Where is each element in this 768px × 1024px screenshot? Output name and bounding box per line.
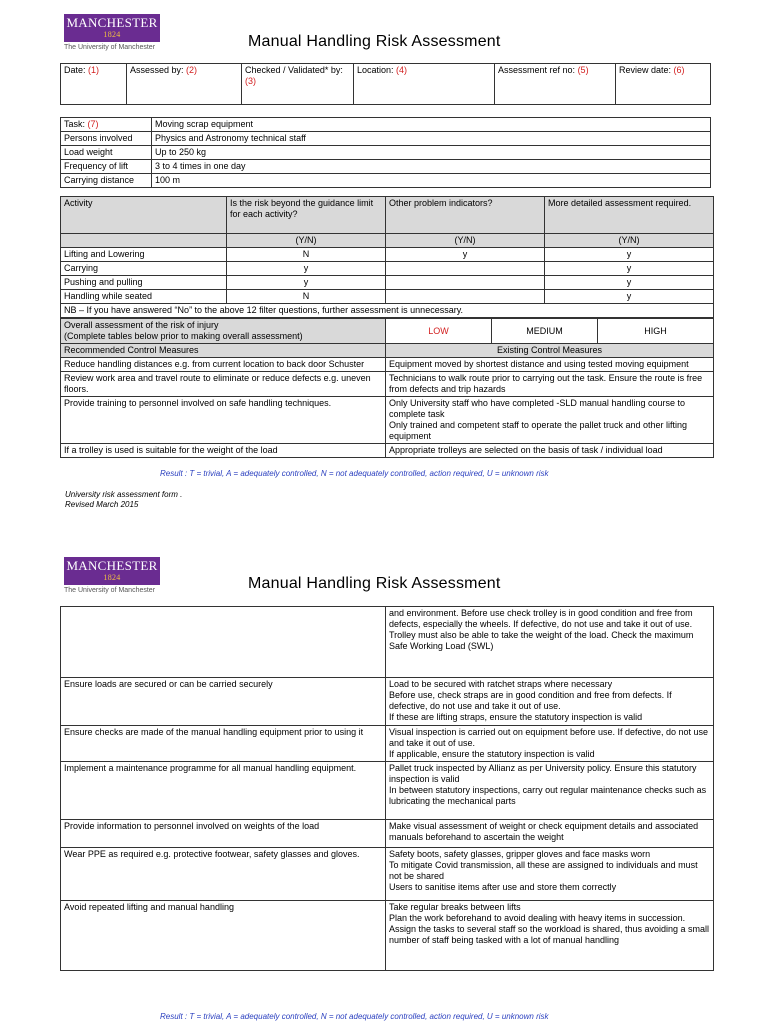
yn-label: (Y/N) [545,234,714,248]
existing-measures-header: Existing Control Measures [386,344,714,358]
review-date-cell: Review date: (6) [616,64,711,105]
result-legend: Result : T = trivial, A = adequately controlled, N = not adequately controlled, action required, U = unknown risk [160,1012,549,1021]
yn-label: (Y/N) [386,234,545,248]
nb-note: NB – If you have answered “No” to the above 12 filter questions, further assessment is unnecessary. [61,304,714,318]
detailed-assessment-header: More detailed assessment required. [545,197,714,234]
activity-row: Lifting and Lowering N y y [61,248,714,262]
risk-high: HIGH [598,319,714,344]
logo-name: MANCHESTER [66,15,158,30]
measure-row: Ensure loads are secured or can be carried securely Load to be secured with ratchet straps where necessary Before use, check straps are in good condition and free from defects. If defective, do not use and take it out of use. If these are lifting straps, ensure the statutory inspection is valid [61,678,714,726]
recommended-measures-header: Recommended Control Measures [61,344,386,358]
measure-row: and environment. Before use check trolley is in good condition and free from defects, especially the wheels. If defective, do not use and take it out of use. Trolley must also be able to take the weight of the load. Check the maximum Safe Working Load (SWL) [61,607,714,678]
task-table [60,117,711,188]
logo-name: MANCHESTER [66,558,158,573]
university-logo [64,557,160,594]
page-title: Manual Handling Risk Assessment [248,575,501,592]
result-legend: Result : T = trivial, A = adequately controlled, N = not adequately controlled, action required, U = unknown risk [160,469,549,478]
task-value: Moving scrap equipment [152,118,711,132]
header-table [60,63,711,105]
problem-indicators-header: Other problem indicators? [386,197,545,234]
checked-by-cell: Checked / Validated* by: (3) [242,64,354,105]
logo-mark [64,14,160,42]
risk-low: LOW [386,319,492,344]
logo-year: 1824 [103,30,121,39]
measure-row: Reduce handling distances e.g. from current location to back door Schuster Equipment moved by shortest distance and using tested moving equipment [61,358,714,372]
task-row-label: Frequency of lift [61,160,152,174]
task-row-value: 100 m [152,174,711,188]
ref-no-cell: Assessment ref no: (5) [495,64,616,105]
activity-row: Handling while seated N y [61,290,714,304]
overall-assessment-label: Overall assessment of the risk of injury (Complete tables below prior to making overall assessment) [61,319,386,344]
logo-year: 1824 [103,573,121,582]
measure-row: Implement a maintenance programme for all manual handling equipment. Pallet truck inspected by Allianz as per University policy. Ensure this statutory inspection is valid In between statutory inspections, carry out regular maintenance checks such as lubricating the mechanical parts [61,762,714,820]
task-row-value: Up to 250 kg [152,146,711,160]
measure-row: Review work area and travel route to eliminate or reduce defects e.g. uneven floors. Technicians to walk route prior to carrying out the task. Ensure the route is free from defects and trip hazards [61,372,714,397]
measure-row: Wear PPE as required e.g. protective footwear, safety glasses and gloves. Safety boots, safety glasses, gripper gloves and face masks worn To mitigate Covid transmission, all these are assigned to individuals and must not be shared Users to sanitise items after use and store them correctly [61,848,714,901]
control-measures-table [60,318,714,458]
assessed-by-cell: Assessed by: (2) [127,64,242,105]
location-cell: Location: (4) [354,64,495,105]
logo-subtitle: The University of Manchester [64,44,156,51]
risk-medium: MEDIUM [492,319,598,344]
measure-row: If a trolley is used is suitable for the weight of the load Appropriate trolleys are selected on the basis of task / individual load [61,444,714,458]
task-row-label: Load weight [61,146,152,160]
yn-label: (Y/N) [227,234,386,248]
form-note: University risk assessment form . Revised March 2015 [65,490,183,509]
measure-row: Provide information to personnel involved on weights of the load Make visual assessment of weight or check equipment details and associated manuals beforehand to ascertain the weight [61,820,714,848]
university-logo [64,14,160,51]
task-row-label: Carrying distance [61,174,152,188]
measure-row: Ensure checks are made of the manual handling equipment prior to using it Visual inspection is carried out on equipment before use. If defective, do not use and take it out of use. If applicable, ensure the statutory inspection is valid [61,726,714,762]
page-title: Manual Handling Risk Assessment [248,33,501,50]
logo-subtitle: The University of Manchester [64,587,156,594]
task-row-value: Physics and Astronomy technical staff [152,132,711,146]
measure-row: Avoid repeated lifting and manual handling Take regular breaks between lifts Plan the work beforehand to avoid dealing with heavy items in succession. Assign the tasks to several staff so the workload is shared, thus avoiding a small number of staff being tasked with a lot of manual handling [61,901,714,971]
activity-table [60,196,714,318]
date-cell: Date: (1) [61,64,127,105]
logo-mark [64,557,160,585]
activity-row: Pushing and pulling y y [61,276,714,290]
guidance-limit-header: Is the risk beyond the guidance limit for each activity? [227,197,386,234]
task-row-value: 3 to 4 times in one day [152,160,711,174]
task-row-label: Persons involved [61,132,152,146]
task-label: Task: (7) [61,118,152,132]
activity-row: Carrying y y [61,262,714,276]
control-measures-table-continued [60,606,714,971]
activity-header: Activity [61,197,227,234]
measure-row: Provide training to personnel involved on safe handling techniques. Only University staff who have completed -SLD manual handling course to complete task Only trained and competent staff to operate the pallet truck and other lifting equipment [61,397,714,444]
